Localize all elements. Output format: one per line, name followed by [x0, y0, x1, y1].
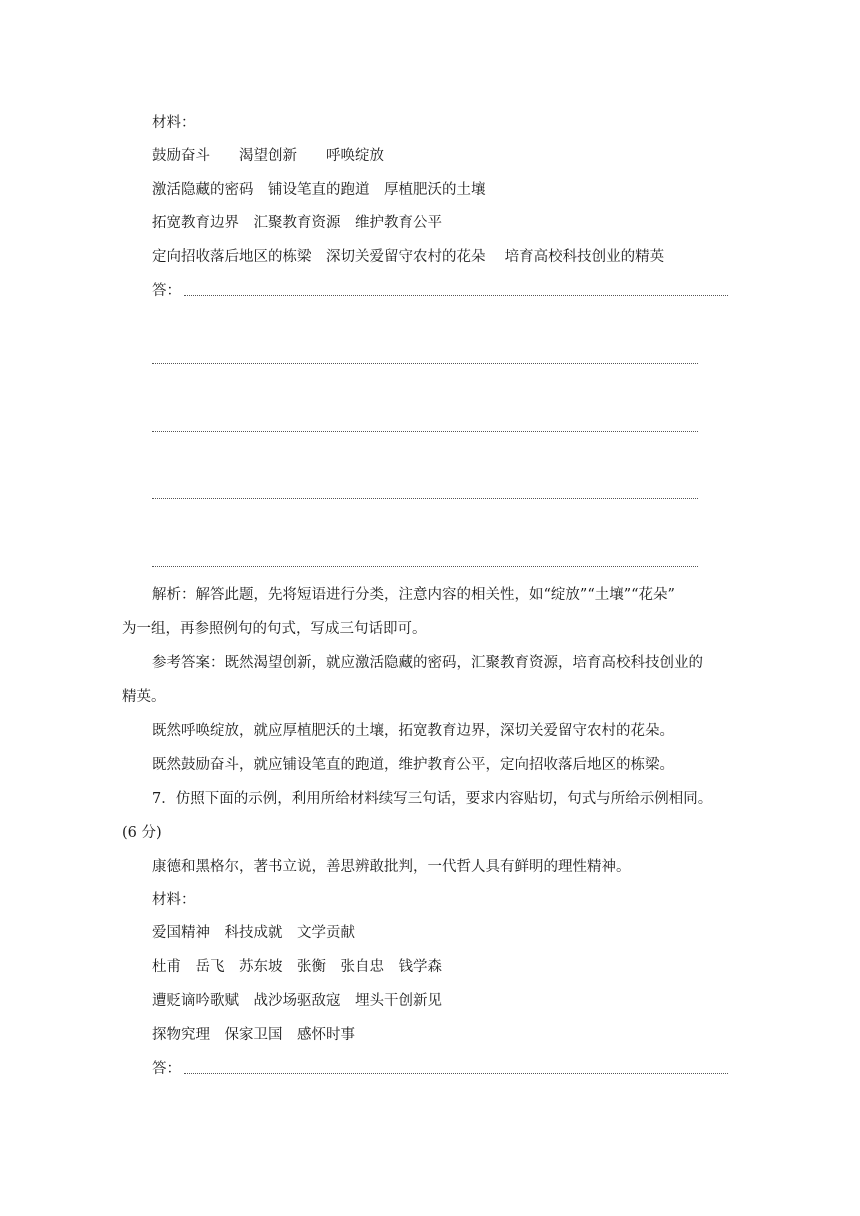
material-line: 定向招收落后地区的栋梁 深切关爱留守农村的花朵 培育高校科技创业的精英 [152, 249, 665, 265]
question-score: (6 分) [122, 825, 162, 841]
question-text: 7．仿照下面的示例，利用所给材料续写三句话，要求内容贴切，句式与所给示例相同。 [152, 791, 713, 807]
reference-answer: 精英。 [122, 689, 166, 705]
material-line: 探物究理 保家卫国 感怀时事 [152, 1027, 355, 1043]
material-line: 鼓励奋斗 渴望创新 呼唤绽放 [152, 148, 384, 164]
analysis-text: 解析：解答此题，先将短语进行分类，注意内容的相关性，如“绽放”“土壤”“花朵” [152, 587, 675, 603]
reference-answer: 参考答案：既然渴望创新，就应激活隐藏的密码，汇聚教育资源，培育高校科技创业的 [152, 655, 703, 671]
reference-answer: 既然呼唤绽放，就应厚植肥沃的土壤，拓宽教育边界，深切关爱留守农村的花朵。 [152, 723, 674, 739]
material-label: 材料： [152, 115, 196, 131]
answer-row[interactable] [152, 1059, 181, 1079]
material-line: 拓宽教育边界 汇聚教育资源 维护教育公平 [152, 215, 442, 231]
answer-label: 答： [152, 283, 181, 299]
answer-line[interactable] [152, 363, 698, 364]
answer-label: 答： [152, 1061, 181, 1077]
example-sentence: 康德和黑格尔，著书立说，善思辨敢批判，一代哲人具有鲜明的理性精神。 [152, 859, 631, 875]
answer-line[interactable] [184, 1073, 728, 1074]
material-line: 激活隐藏的密码 铺设笔直的跑道 厚植肥沃的土壤 [152, 182, 486, 198]
material-line: 爱国精神 科技成就 文学贡献 [152, 925, 355, 941]
answer-line[interactable] [152, 431, 698, 432]
material-label: 材料： [152, 892, 196, 908]
answer-line[interactable] [184, 295, 728, 296]
analysis-text: 为一组，再参照例句的句式，写成三句话即可。 [122, 621, 427, 637]
material-line: 遭贬谪吟歌赋 战沙场驱敌寇 埋头干创新见 [152, 993, 442, 1009]
answer-row[interactable] [152, 281, 181, 301]
answer-line[interactable] [152, 566, 698, 567]
material-line: 杜甫 岳飞 苏东坡 张衡 张自忠 钱学森 [152, 959, 442, 975]
answer-line[interactable] [152, 498, 698, 499]
reference-answer: 既然鼓励奋斗，就应铺设笔直的跑道，维护教育公平，定向招收落后地区的栋梁。 [152, 757, 674, 773]
